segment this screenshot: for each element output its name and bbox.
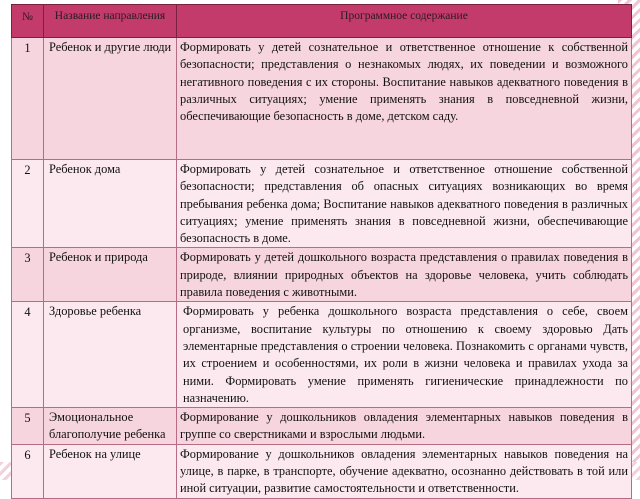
table-row: [12, 408, 632, 445]
row-content: Формирование у дошкольников овладения элементарных навыков поведения на улице, в парке, в транспорте, обучение адекватно, осознанно действовать в той или иной ситуации, развитие самостоятельности и ответственности.: [177, 444, 632, 498]
table-header-row: [12, 5, 632, 38]
row-num: 5: [12, 408, 44, 445]
row-content: Формировать у детей сознательное и ответственное отношение к собственной безопасности; представления о незнакомых людях, их поведении и возможного негативного поведения с их стороны. Воспитание навыков адекватного поведения в различных ситуациях; умение применять знания в повседневной жизни, обеспечивающие безопасность в доме, детском саду.: [177, 38, 632, 160]
row-direction: Ребенок и другие люди: [44, 38, 177, 160]
row-content: Формировать у детей дошкольного возраста представления о правилах поведения в природе, влиянии природных объектов на здоровье человека, учить соблюдать правила поведения с животными.: [177, 248, 632, 302]
row-content: Формировать у ребенка дошкольного возраста представления о себе, своем организме, воспитание культуры по отношению к своему здоровью Дать элементарные представления о строении человека. Познакомить с органами чувств, их строением и особенностями, их роли в жизни человека и правилах ухода за ними. Формировать умение применять гигиенические принадлежности по назначению.: [177, 302, 632, 408]
row-direction: Ребенок и природа: [44, 248, 177, 302]
row-num: 1: [12, 38, 44, 160]
table-row: [12, 302, 632, 408]
row-num: 2: [12, 160, 44, 248]
table-row: [12, 444, 632, 498]
header-content: Программное содержание: [177, 5, 632, 38]
row-num: 6: [12, 444, 44, 498]
row-content: Формирование у дошкольников овладения элементарных навыков поведения в группе со сверстниками и взрослыми людьми.: [177, 408, 632, 445]
program-table-container: [11, 4, 631, 499]
table-row: [12, 248, 632, 302]
row-num: 4: [12, 302, 44, 408]
row-direction: Эмоциональное благополучие ребенка: [44, 408, 177, 445]
row-direction: Ребенок на улице: [44, 444, 177, 498]
header-direction: Название направления: [44, 5, 177, 38]
header-num: №: [12, 5, 44, 38]
table-row: [12, 38, 632, 160]
table-row: [12, 160, 632, 248]
row-direction: Здоровье ребенка: [44, 302, 177, 408]
program-table: [11, 4, 632, 499]
row-num: 3: [12, 248, 44, 302]
row-direction: Ребенок дома: [44, 160, 177, 248]
row-content: Формировать у детей сознательное и ответственное отношение собственной безопасности; представления об опасных ситуациях возникающих во время пребывания ребенка дома; Воспитание навыков адекватного поведения в различных ситуациях; умение применять знания в повседневной жизни, обеспечивающие безопасность в доме.: [177, 160, 632, 248]
